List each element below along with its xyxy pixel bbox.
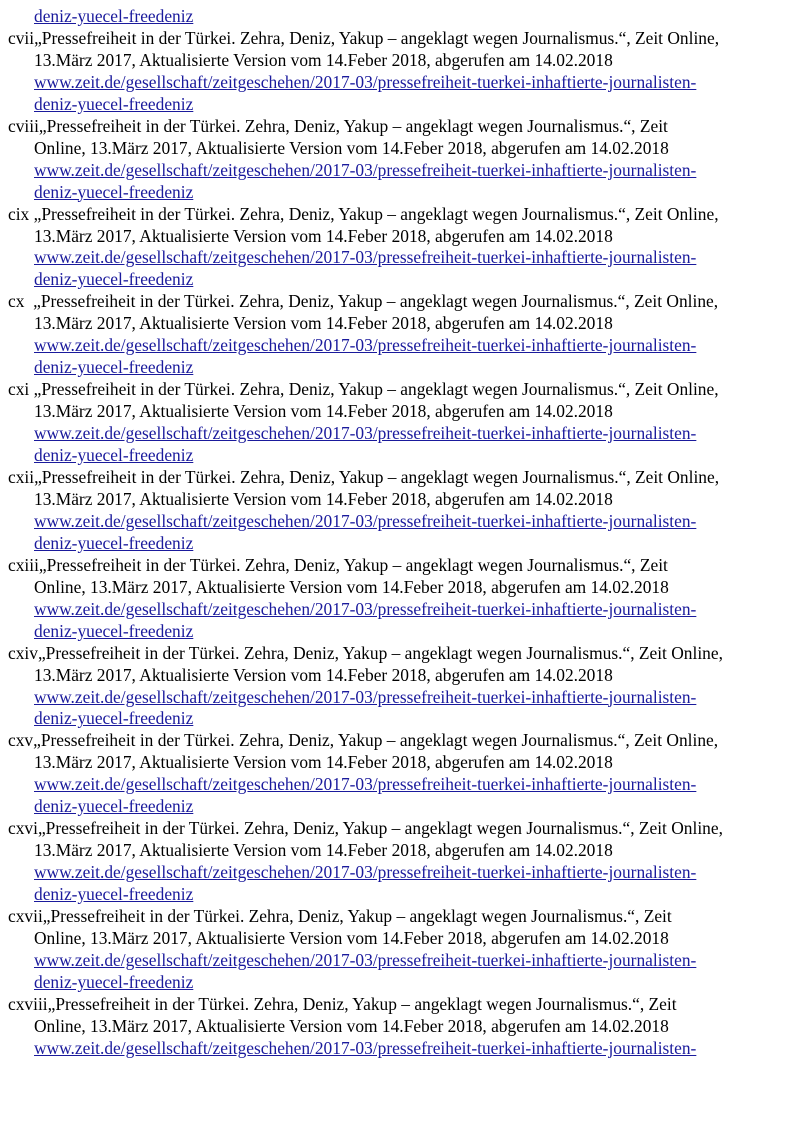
endnote-first-line bbox=[8, 642, 798, 665]
endnote-citation-text: „Pressefreiheit in der Türkei. Zehra, Deniz, Yakup – angeklagt wegen Journalismus.“, Zeit Online, bbox=[34, 27, 720, 48]
endnote-url-link-cont[interactable]: deniz-yuecel-freedeniz bbox=[34, 620, 194, 641]
endnote-url-link-cont[interactable]: deniz-yuecel-freedeniz bbox=[34, 93, 194, 114]
endnote-first-line bbox=[8, 291, 798, 313]
endnote-url-link[interactable]: www.zeit.de/gesellschaft/zeitgeschehen/2017-03/pressefreiheit-tuerkei-inhaftierte-journalisten- bbox=[34, 247, 697, 268]
endnote-citation-text: „Pressefreiheit in der Türkei. Zehra, Deniz, Yakup – angeklagt wegen Journalismus.“, Zeit Online, bbox=[29, 203, 719, 224]
endnote-url-link[interactable]: www.zeit.de/gesellschaft/zeitgeschehen/2017-03/pressefreiheit-tuerkei-inhaftierte-journalisten- bbox=[34, 774, 697, 795]
endnote-first-line bbox=[8, 379, 798, 401]
endnote-number: cxi bbox=[8, 379, 30, 400]
endnote-number: cxviii bbox=[8, 993, 48, 1014]
endnote bbox=[8, 730, 798, 818]
endnote-number: cxvii bbox=[8, 906, 43, 927]
endnote-citation-text: „Pressefreiheit in der Türkei. Zehra, Deniz, Yakup – angeklagt wegen Journalismus.“, Zeit Online, bbox=[33, 730, 719, 751]
endnote-citation-text-2: Online, 13.März 2017, Aktualisierte Version vom 14.Feber 2018, abgerufen am 14.02.2018 bbox=[34, 137, 669, 158]
endnote-number: cx bbox=[8, 291, 25, 312]
endnote bbox=[8, 994, 798, 1060]
endnote bbox=[8, 379, 798, 467]
endnote bbox=[8, 291, 798, 379]
endnote-number: cxii bbox=[8, 467, 35, 487]
endnote-url-link[interactable]: www.zeit.de/gesellschaft/zeitgeschehen/2017-03/pressefreiheit-tuerkei-inhaftierte-journalisten- bbox=[34, 159, 697, 180]
endnote-first-line bbox=[8, 27, 798, 50]
endnote-citation-text-2: 13.März 2017, Aktualisierte Version vom 14.Feber 2018, abgerufen am 14.02.2018 bbox=[34, 488, 613, 509]
endnote-url-link-cont[interactable]: deniz-yuecel-freedeniz bbox=[34, 445, 194, 466]
endnote-url-link[interactable]: www.zeit.de/gesellschaft/zeitgeschehen/2017-03/pressefreiheit-tuerkei-inhaftierte-journalisten- bbox=[34, 598, 697, 619]
endnote-url-link-cont[interactable]: deniz-yuecel-freedeniz bbox=[34, 532, 194, 553]
endnote-url-link[interactable]: www.zeit.de/gesellschaft/zeitgeschehen/2017-03/pressefreiheit-tuerkei-inhaftierte-journalisten- bbox=[34, 423, 697, 444]
endnote-url-link[interactable]: www.zeit.de/gesellschaft/zeitgeschehen/2017-03/pressefreiheit-tuerkei-inhaftierte-journalisten- bbox=[34, 335, 697, 356]
endnote-citation-text-2: 13.März 2017, Aktualisierte Version vom 14.Feber 2018, abgerufen am 14.02.2018 bbox=[34, 313, 613, 334]
endnote-url-link-cont[interactable]: deniz-yuecel-freedeniz bbox=[34, 708, 194, 729]
endnote-url-link[interactable]: www.zeit.de/gesellschaft/zeitgeschehen/2017-03/pressefreiheit-tuerkei-inhaftierte-journalisten- bbox=[34, 686, 697, 707]
endnote bbox=[8, 818, 798, 906]
endnote bbox=[8, 643, 798, 731]
endnote-citation-text: „Pressefreiheit in der Türkei. Zehra, Deniz, Yakup – angeklagt wegen Journalismus.“, Zeit Online, bbox=[37, 642, 723, 663]
endnote-citation-text-2: 13.März 2017, Aktualisierte Version vom 14.Feber 2018, abgerufen am 14.02.2018 bbox=[34, 49, 613, 70]
continuation-spacer bbox=[8, 6, 798, 28]
continuation-url-link[interactable]: deniz-yuecel-freedeniz bbox=[34, 6, 194, 26]
endnote-citation-text-2: Online, 13.März 2017, Aktualisierte Version vom 14.Feber 2018, abgerufen am 14.02.2018 bbox=[34, 928, 669, 949]
endnote-url-link-cont[interactable]: deniz-yuecel-freedeniz bbox=[34, 269, 194, 290]
endnote-number: cviii bbox=[8, 115, 39, 136]
endnote-url-link[interactable]: www.zeit.de/gesellschaft/zeitgeschehen/2017-03/pressefreiheit-tuerkei-inhaftierte-journalisten- bbox=[34, 71, 697, 92]
endnote bbox=[8, 555, 798, 643]
endnote-number: cxiii bbox=[8, 554, 39, 575]
endnote-citation-text: „Pressefreiheit in der Türkei. Zehra, Deniz, Yakup – angeklagt wegen Journalismus.“, Zeit bbox=[47, 993, 677, 1014]
endnote-first-line bbox=[8, 115, 798, 138]
endnote-first-line bbox=[8, 203, 798, 226]
endnote-number: cxvi bbox=[8, 818, 38, 839]
endnote-citation-text: „Pressefreiheit in der Türkei. Zehra, Deniz, Yakup – angeklagt wegen Journalismus.“, Zeit Online, bbox=[29, 379, 719, 400]
endnote-url-link-cont[interactable]: deniz-yuecel-freedeniz bbox=[34, 357, 194, 378]
endnote-citation-text-2: 13.März 2017, Aktualisierte Version vom 14.Feber 2018, abgerufen am 14.02.2018 bbox=[34, 664, 613, 685]
endnote-first-line bbox=[8, 993, 798, 1016]
endnote-citation-text-2: Online, 13.März 2017, Aktualisierte Version vom 14.Feber 2018, abgerufen am 14.02.2018 bbox=[34, 576, 669, 597]
endnote-first-line bbox=[8, 818, 798, 840]
endnote-url-link[interactable]: www.zeit.de/gesellschaft/zeitgeschehen/2017-03/pressefreiheit-tuerkei-inhaftierte-journalisten- bbox=[34, 949, 697, 970]
endnote-number: cix bbox=[8, 203, 30, 224]
endnote-url-link-cont[interactable]: deniz-yuecel-freedeniz bbox=[34, 181, 194, 202]
endnote-citation-text: „Pressefreiheit in der Türkei. Zehra, Deniz, Yakup – angeklagt wegen Journalismus.“, Zeit bbox=[38, 115, 668, 136]
endnote-citation-text-2: Online, 13.März 2017, Aktualisierte Version vom 14.Feber 2018, abgerufen am 14.02.2018 bbox=[34, 1015, 669, 1036]
endnote-number: cxiv bbox=[8, 642, 38, 663]
endnote-citation-text-2: 13.März 2017, Aktualisierte Version vom 14.Feber 2018, abgerufen am 14.02.2018 bbox=[34, 225, 613, 246]
endnote-url-link-cont[interactable]: deniz-yuecel-freedeniz bbox=[34, 796, 194, 817]
endnote-number: cvii bbox=[8, 27, 35, 48]
endnote-first-line bbox=[8, 467, 798, 489]
endnote-citation-text: „Pressefreiheit in der Türkei. Zehra, Deniz, Yakup – angeklagt wegen Journalismus.“, Zeit bbox=[38, 554, 668, 575]
endnote-url-link[interactable]: www.zeit.de/gesellschaft/zeitgeschehen/2017-03/pressefreiheit-tuerkei-inhaftierte-journalisten- bbox=[34, 862, 697, 883]
endnote-citation-text: „Pressefreiheit in der Türkei. Zehra, Deniz, Yakup – angeklagt wegen Journalismus.“, Zeit Online, bbox=[37, 818, 723, 839]
endnote bbox=[8, 28, 798, 116]
endnotes-list bbox=[8, 6, 798, 1060]
endnote bbox=[8, 116, 798, 204]
endnote-url-link-cont[interactable]: deniz-yuecel-freedeniz bbox=[34, 884, 194, 905]
endnote-citation-text-2: 13.März 2017, Aktualisierte Version vom 14.Feber 2018, abgerufen am 14.02.2018 bbox=[34, 840, 613, 861]
endnote-url-link-cont[interactable]: deniz-yuecel-freedeniz bbox=[34, 971, 194, 992]
endnote bbox=[8, 204, 798, 292]
endnote-citation-text: „Pressefreiheit in der Türkei. Zehra, Deniz, Yakup – angeklagt wegen Journalismus.“, Zeit Online, bbox=[24, 291, 719, 312]
endnote-url-link[interactable]: www.zeit.de/gesellschaft/zeitgeschehen/2017-03/pressefreiheit-tuerkei-inhaftierte-journalisten- bbox=[34, 1037, 697, 1058]
endnote-citation-text: „Pressefreiheit in der Türkei. Zehra, Deniz, Yakup – angeklagt wegen Journalismus.“, Zeit Online, bbox=[34, 467, 720, 487]
endnote-url-link[interactable]: www.zeit.de/gesellschaft/zeitgeschehen/2017-03/pressefreiheit-tuerkei-inhaftierte-journalisten- bbox=[34, 510, 697, 531]
endnote-first-line bbox=[8, 554, 798, 577]
endnote-first-line bbox=[8, 906, 798, 928]
endnote bbox=[8, 467, 798, 555]
endnote-first-line bbox=[8, 730, 798, 752]
endnote-citation-text-2: 13.März 2017, Aktualisierte Version vom 14.Feber 2018, abgerufen am 14.02.2018 bbox=[34, 752, 613, 773]
endnote-number: cxv bbox=[8, 730, 34, 751]
endnote-citation-text: „Pressefreiheit in der Türkei. Zehra, Deniz, Yakup – angeklagt wegen Journalismus.“, Zeit bbox=[42, 906, 672, 927]
endnote-citation-text-2: 13.März 2017, Aktualisierte Version vom 14.Feber 2018, abgerufen am 14.02.2018 bbox=[34, 401, 613, 422]
endnote bbox=[8, 906, 798, 994]
